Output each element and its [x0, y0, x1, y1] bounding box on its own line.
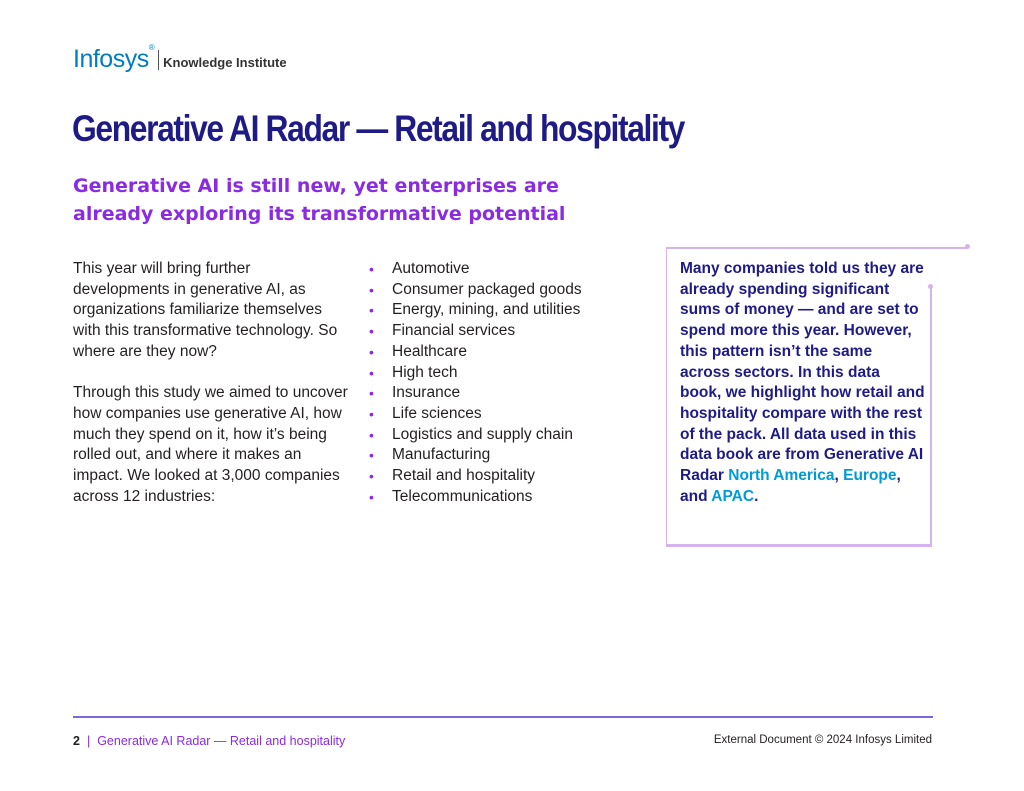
callout-comma: , [834, 467, 839, 485]
industry-label: Automotive [392, 260, 470, 277]
list-item [369, 487, 582, 508]
list-item [369, 425, 582, 446]
logo-brand [73, 43, 155, 73]
bullet-icon: • [369, 426, 374, 443]
industry-label: Manufacturing [392, 446, 491, 464]
page-number: 2 [73, 734, 80, 748]
intro-text [73, 259, 348, 528]
bullet-icon: • [369, 385, 374, 402]
industry-label: High tech [392, 363, 458, 381]
infosys-logo [73, 43, 287, 73]
bullet-icon: • [369, 302, 374, 319]
bullet-icon: • [369, 405, 374, 422]
link-north-america[interactable]: North America [728, 467, 835, 485]
bullet-icon: • [369, 281, 374, 298]
logo-division: Knowledge Institute [163, 55, 287, 70]
industry-label: Retail and hospitality [392, 467, 536, 485]
intro-paragraph-2: Through this study we aimed to uncover how companies use generative AI, how much they spend on it, how it’s being rolled out, and where it makes an impact. We looked at 3,000 companies across 12 industries: [73, 384, 348, 505]
industry-label: Energy, mining, and utilities [392, 301, 581, 319]
bullet-icon: • [369, 261, 374, 277]
callout-dot-top [965, 244, 970, 249]
industry-list [369, 259, 582, 507]
callout-dot-right [928, 284, 933, 289]
list-item [369, 363, 582, 384]
callout-right-rule [930, 287, 932, 547]
list-item [369, 383, 582, 404]
industry-label: Healthcare [392, 342, 467, 360]
industry-label: Telecommunications [392, 487, 533, 505]
list-item [369, 342, 582, 363]
footer-doc-title: Generative AI Radar — Retail and hospitality [97, 734, 346, 748]
footer-left [73, 734, 345, 748]
callout-body: Many companies told us they are already spending significant sums of money — and are set to spend more this year. However, this pattern isn’t the same across sectors. In this data book, we highlight how retail and hospitality compare with the rest of the pack. All data used in this data book are from Generative AI Radar [680, 260, 925, 485]
callout-and: , and [680, 467, 901, 505]
intro-paragraph-1: This year will bring further developments in generative AI, as organizations familiarize themselves with this transformative technology. So where are they now? [73, 260, 338, 360]
footer-divider [73, 716, 933, 718]
page-subtitle: Generative AI is still new, yet enterprises are already exploring its transformative potential [73, 175, 566, 225]
bullet-icon: • [369, 323, 374, 340]
list-item [369, 280, 582, 301]
logo-divider [158, 50, 159, 70]
logo-brand-text: Infosys [73, 45, 149, 73]
callout-period: . [754, 487, 759, 505]
industry-label: Logistics and supply chain [392, 425, 573, 443]
bullet-icon: • [369, 364, 374, 381]
page-title: Generative AI Radar — Retail and hospitality [72, 108, 684, 149]
bullet-icon: • [369, 343, 374, 360]
footer-copyright: External Document © 2024 Infosys Limited [713, 734, 932, 746]
bullet-icon: • [369, 488, 374, 505]
callout-bottom-rule [666, 545, 932, 547]
link-europe[interactable]: Europe [843, 467, 897, 485]
footer-separator: | [86, 734, 91, 748]
industry-label: Insurance [392, 384, 461, 402]
list-item [369, 259, 582, 280]
callout-text [680, 259, 925, 507]
industry-label: Financial services [392, 322, 516, 340]
list-item [369, 404, 582, 425]
logo-registered-mark: ® [148, 43, 155, 52]
bullet-icon: • [369, 468, 374, 485]
callout-top-rule [666, 247, 968, 249]
industry-label: Life sciences [392, 404, 482, 422]
link-apac[interactable]: APAC [711, 487, 755, 505]
list-item [369, 321, 582, 342]
list-item [369, 445, 582, 466]
list-item [369, 466, 582, 487]
industry-label: Consumer packaged goods [392, 280, 582, 298]
list-item [369, 300, 582, 321]
bullet-icon: • [369, 447, 374, 464]
